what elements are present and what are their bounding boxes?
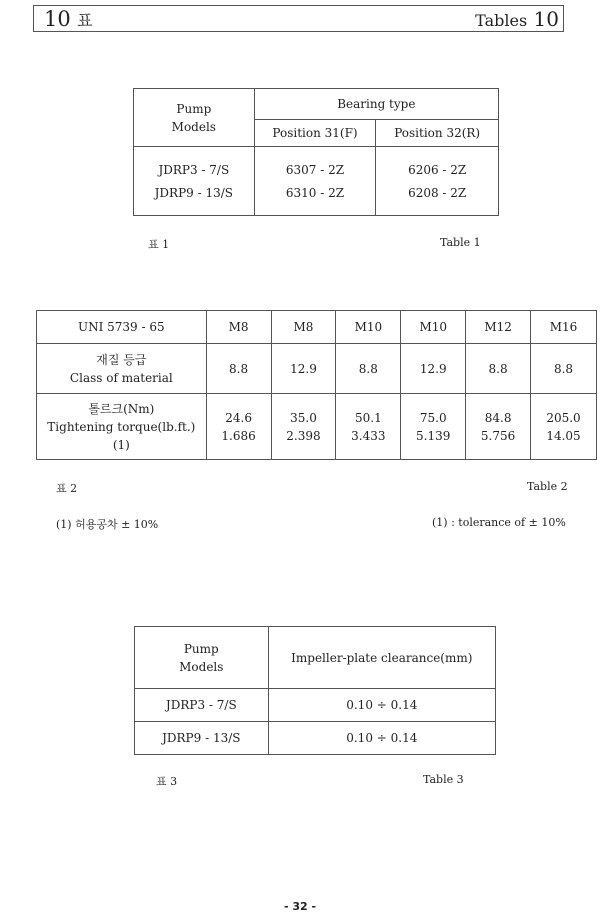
class-cell: 8.8 xyxy=(206,344,271,394)
class-of-material-label xyxy=(37,344,207,394)
torque-nm: 24.6 xyxy=(225,410,252,425)
class-cell: 8.8 xyxy=(531,344,597,394)
table-row xyxy=(135,689,496,722)
bearing-value: 6206 - 2Z xyxy=(408,162,467,177)
position-31-header: Position 31(F) xyxy=(254,120,376,147)
model-cell xyxy=(134,147,255,216)
torque-nm: 84.8 xyxy=(484,410,512,425)
torque-nm: 35.0 xyxy=(290,410,317,425)
impeller-clearance-table xyxy=(134,626,496,755)
torque-label-note: (1) xyxy=(112,437,130,452)
table-row xyxy=(37,394,597,460)
tightening-torque-table xyxy=(36,310,597,460)
class-cell: 12.9 xyxy=(401,344,466,394)
size-cell: M10 xyxy=(401,311,466,344)
torque-cell xyxy=(401,394,466,460)
bearing-value: 6307 - 2Z xyxy=(285,162,345,177)
pump-models-header-line2: Models xyxy=(171,119,216,134)
table-row xyxy=(37,344,597,394)
class-cell: 8.8 xyxy=(466,344,531,394)
table-2-caption-korean: 표 2 xyxy=(56,482,78,495)
table-row xyxy=(135,722,496,755)
pump-models-header-line1: Pump xyxy=(176,101,212,116)
table-row xyxy=(37,311,597,344)
header-left-korean: 표 xyxy=(77,11,93,30)
class-label-korean: 재질 등급 xyxy=(96,352,147,367)
pump-models-header xyxy=(134,89,255,147)
table-2-caption: Table 2 xyxy=(527,480,568,493)
torque-nm: 75.0 xyxy=(419,410,447,425)
table-row xyxy=(134,147,499,216)
clearance-header: Impeller-plate clearance(mm) xyxy=(268,627,495,689)
size-cell: M12 xyxy=(466,311,531,344)
pump-models-header-line1: Pump xyxy=(183,641,219,656)
torque-lbft: 1.686 xyxy=(221,428,256,443)
bearing-value: 6208 - 2Z xyxy=(408,185,467,200)
torque-label-english: Tightening torque(lb.ft.) xyxy=(47,419,196,434)
position-31-cell xyxy=(254,147,376,216)
table-3-caption: Table 3 xyxy=(423,773,464,786)
torque-lbft: 2.398 xyxy=(286,428,321,443)
header-right-number: 10 xyxy=(533,7,559,31)
table-1-caption-korean: 표 1 xyxy=(148,238,170,251)
bearing-value: 6310 - 2Z xyxy=(285,185,345,200)
header-right-word: Tables xyxy=(475,11,528,30)
tightening-torque-label xyxy=(37,394,207,460)
torque-lbft: 3.433 xyxy=(351,428,386,443)
tolerance-note: (1) : tolerance of ± 10% xyxy=(432,516,566,529)
table-3-caption-korean: 표 3 xyxy=(156,775,178,788)
torque-label-korean: 톨르크(Nm) xyxy=(88,401,155,416)
uni-standard-header: UNI 5739 - 65 xyxy=(37,311,207,344)
table-1-caption: Table 1 xyxy=(440,236,481,249)
torque-cell xyxy=(206,394,271,460)
clearance-cell: 0.10 ÷ 0.14 xyxy=(268,722,495,755)
class-cell: 8.8 xyxy=(336,344,401,394)
header-left-number: 10 xyxy=(44,7,71,31)
bearing-type-header: Bearing type xyxy=(254,89,498,120)
model-value: JDRP3 - 7/S xyxy=(158,162,230,177)
size-cell: M16 xyxy=(531,311,597,344)
clearance-cell: 0.10 ÷ 0.14 xyxy=(268,689,495,722)
torque-cell xyxy=(531,394,597,460)
page-header xyxy=(33,5,564,32)
size-cell: M10 xyxy=(336,311,401,344)
torque-lbft: 14.05 xyxy=(546,428,581,443)
torque-cell xyxy=(271,394,336,460)
pump-models-header xyxy=(135,627,269,689)
torque-cell xyxy=(336,394,401,460)
header-right xyxy=(475,7,559,31)
position-32-header: Position 32(R) xyxy=(376,120,499,147)
torque-lbft: 5.756 xyxy=(480,428,516,443)
torque-nm: 205.0 xyxy=(546,410,581,425)
class-label-english: Class of material xyxy=(69,370,173,385)
model-cell: JDRP3 - 7/S xyxy=(135,689,269,722)
class-cell: 12.9 xyxy=(271,344,336,394)
bearing-type-table xyxy=(133,88,499,216)
size-cell: M8 xyxy=(271,311,336,344)
tolerance-note-korean: (1) 허용공차 ± 10% xyxy=(56,518,159,531)
size-cell: M8 xyxy=(206,311,271,344)
model-cell: JDRP9 - 13/S xyxy=(135,722,269,755)
torque-cell xyxy=(466,394,531,460)
torque-nm: 50.1 xyxy=(354,410,382,425)
model-value: JDRP9 - 13/S xyxy=(154,185,234,200)
position-32-cell xyxy=(376,147,499,216)
header-left xyxy=(44,7,93,31)
torque-lbft: 5.139 xyxy=(416,428,451,443)
pump-models-header-line2: Models xyxy=(179,659,224,674)
page-number: - 32 - xyxy=(283,900,317,913)
